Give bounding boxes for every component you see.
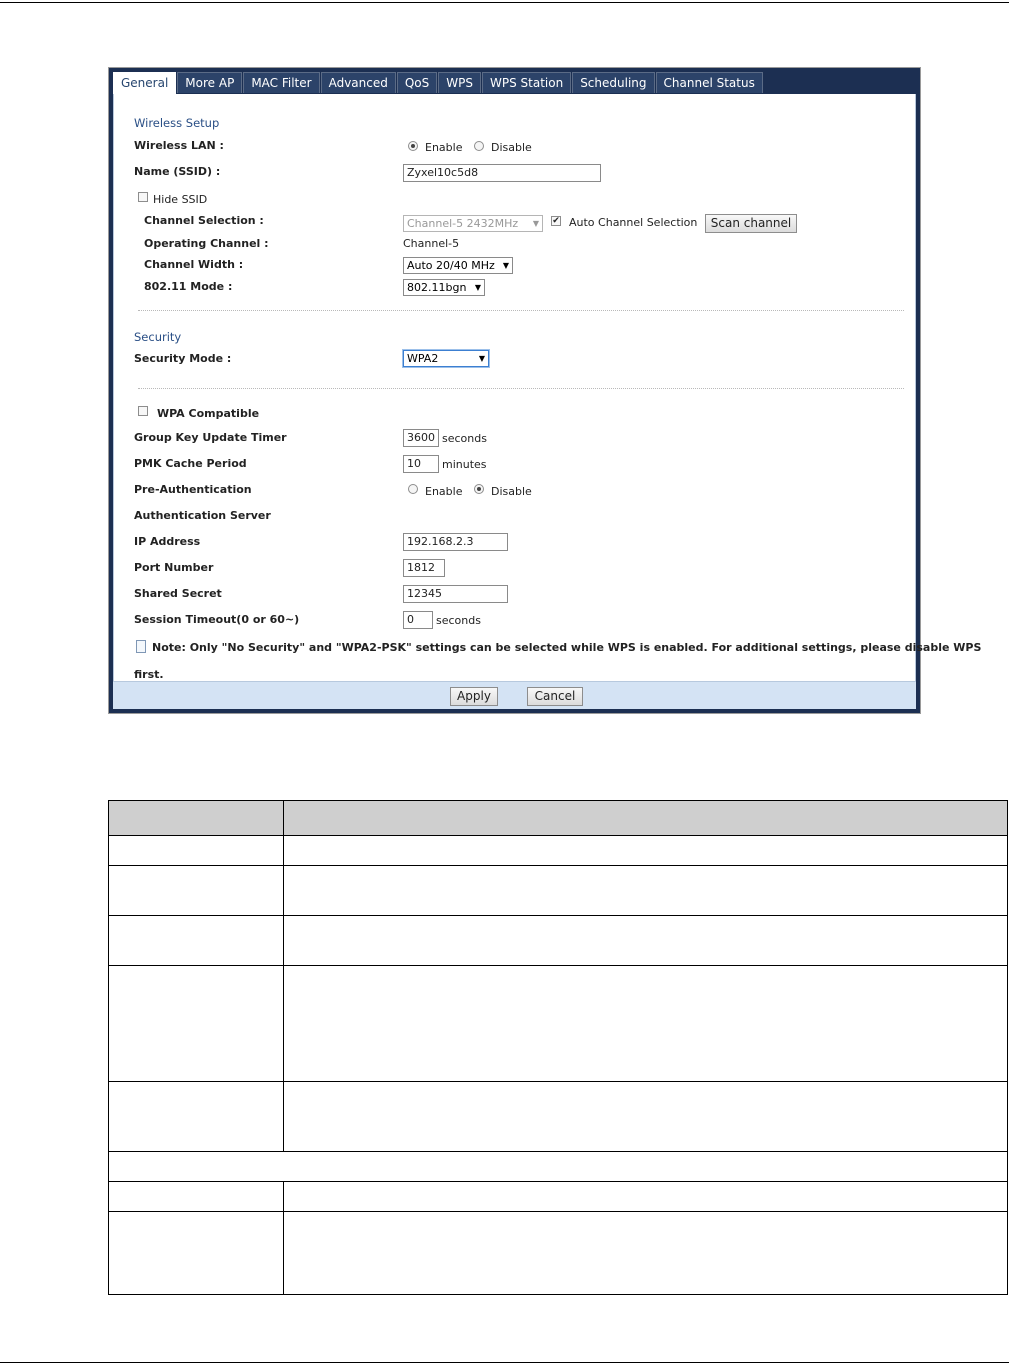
wireless-settings-panel [108, 67, 982, 714]
security-title: Security [134, 330, 182, 344]
table-header-row [109, 801, 1007, 836]
tab-scheduling[interactable]: Scheduling [572, 72, 654, 93]
ssid-input[interactable]: Zyxel10c5d8 [403, 164, 601, 182]
wireless-lan-label: Wireless LAN : [134, 139, 224, 152]
channel-width-select[interactable] [403, 257, 513, 274]
tab-wps-station[interactable]: WPS Station [482, 72, 571, 93]
session-timeout-unit: seconds [436, 614, 481, 627]
preauth-enable-label: Enable [425, 485, 463, 498]
wireless-lan-disable-label: Disable [491, 141, 532, 154]
group-key-unit: seconds [442, 432, 487, 445]
tab-more-ap[interactable]: More AP [177, 72, 242, 93]
hide-ssid-checkbox[interactable] [138, 192, 148, 202]
security-mode-label: Security Mode : [134, 352, 232, 365]
pmk-input[interactable]: 10 [403, 455, 439, 473]
chevron-down-icon: ▼ [502, 261, 509, 270]
chevron-down-icon: ▼ [478, 354, 485, 363]
table-row [109, 1082, 1007, 1152]
preauth-disable-radio[interactable] [474, 484, 484, 494]
section-divider [138, 388, 904, 389]
note-icon [136, 640, 146, 653]
table-row [109, 1152, 1007, 1182]
channel-width-label: Channel Width : [144, 258, 244, 271]
note-text: Note: Only "No Security" and "WPA2-PSK" settings can be selected while WPS is enabled. For additional settings, please disable WPS [152, 641, 982, 654]
cancel-button[interactable]: Cancel [527, 687, 583, 706]
security-mode-value: WPA2 [407, 352, 439, 365]
mode-label: 802.11 Mode : [144, 280, 233, 293]
pmk-unit: minutes [442, 458, 487, 471]
tab-bar [113, 72, 764, 94]
ip-address-label: IP Address [134, 535, 201, 548]
ssid-label: Name (SSID) : [134, 165, 221, 178]
operating-channel-value: Channel-5 [403, 237, 460, 250]
auto-channel-label: Auto Channel Selection [569, 216, 698, 229]
tab-channel-status[interactable]: Channel Status [656, 72, 763, 93]
scan-channel-button[interactable]: Scan channel [705, 214, 797, 233]
security-mode-select[interactable] [403, 350, 489, 367]
port-input[interactable]: 1812 [403, 559, 445, 577]
chevron-down-icon: ▼ [532, 219, 539, 228]
button-bar [113, 681, 916, 709]
table-row [109, 836, 1007, 866]
channel-selection-value: Channel-5 2432MHz [407, 217, 519, 230]
shared-secret-label: Shared Secret [134, 587, 222, 600]
port-label: Port Number [134, 561, 214, 574]
section-divider [138, 310, 904, 311]
wpa-compatible-label: WPA Compatible [157, 407, 260, 420]
wireless-lan-enable-label: Enable [425, 141, 463, 154]
table-row [109, 966, 1007, 1082]
session-timeout-input[interactable]: 0 [403, 611, 433, 629]
preauth-enable-radio[interactable] [408, 484, 418, 494]
general-tab-content [113, 94, 982, 681]
mode-value: 802.11bgn [407, 281, 467, 294]
tab-wps[interactable]: WPS [438, 72, 481, 93]
table-column-divider [283, 1182, 284, 1295]
group-key-label: Group Key Update Timer [134, 431, 287, 444]
auto-channel-checkbox[interactable]: ✔ [552, 216, 560, 226]
tab-qos[interactable]: QoS [397, 72, 437, 93]
note-text-continued: first. [134, 668, 164, 681]
top-rule [0, 2, 1009, 3]
wpa-compatible-checkbox[interactable] [138, 406, 148, 416]
channel-selection-select[interactable] [403, 215, 543, 232]
apply-button[interactable]: Apply [450, 687, 498, 706]
mode-select[interactable] [403, 279, 485, 296]
preauth-disable-label: Disable [491, 485, 532, 498]
chevron-down-icon: ▼ [474, 283, 481, 292]
tab-advanced[interactable]: Advanced [321, 72, 396, 93]
wireless-lan-disable-radio[interactable] [474, 141, 484, 151]
tab-general[interactable]: General [113, 72, 176, 95]
session-timeout-label: Session Timeout(0 or 60~) [134, 613, 300, 626]
operating-channel-label: Operating Channel : [144, 237, 269, 250]
table-row [109, 866, 1007, 916]
bottom-rule [0, 1362, 1009, 1363]
auth-server-label: Authentication Server [134, 509, 271, 522]
description-table [108, 800, 1008, 1295]
table-row [109, 1182, 1007, 1212]
ip-address-input[interactable]: 192.168.2.3 [403, 533, 508, 551]
table-row [109, 1212, 1007, 1295]
channel-width-value: Auto 20/40 MHz [407, 259, 495, 272]
preauth-label: Pre-Authentication [134, 483, 252, 496]
hide-ssid-label: Hide SSID [153, 193, 208, 206]
tab-mac-filter[interactable]: MAC Filter [243, 72, 319, 93]
wireless-lan-enable-radio[interactable] [408, 141, 418, 151]
table-column-divider [283, 801, 284, 1152]
group-key-input[interactable]: 3600 [403, 429, 439, 447]
wireless-setup-title: Wireless Setup [134, 116, 220, 130]
table-row [109, 916, 1007, 966]
shared-secret-input[interactable]: 12345 [403, 585, 508, 603]
channel-selection-label: Channel Selection : [144, 214, 264, 227]
pmk-label: PMK Cache Period [134, 457, 247, 470]
